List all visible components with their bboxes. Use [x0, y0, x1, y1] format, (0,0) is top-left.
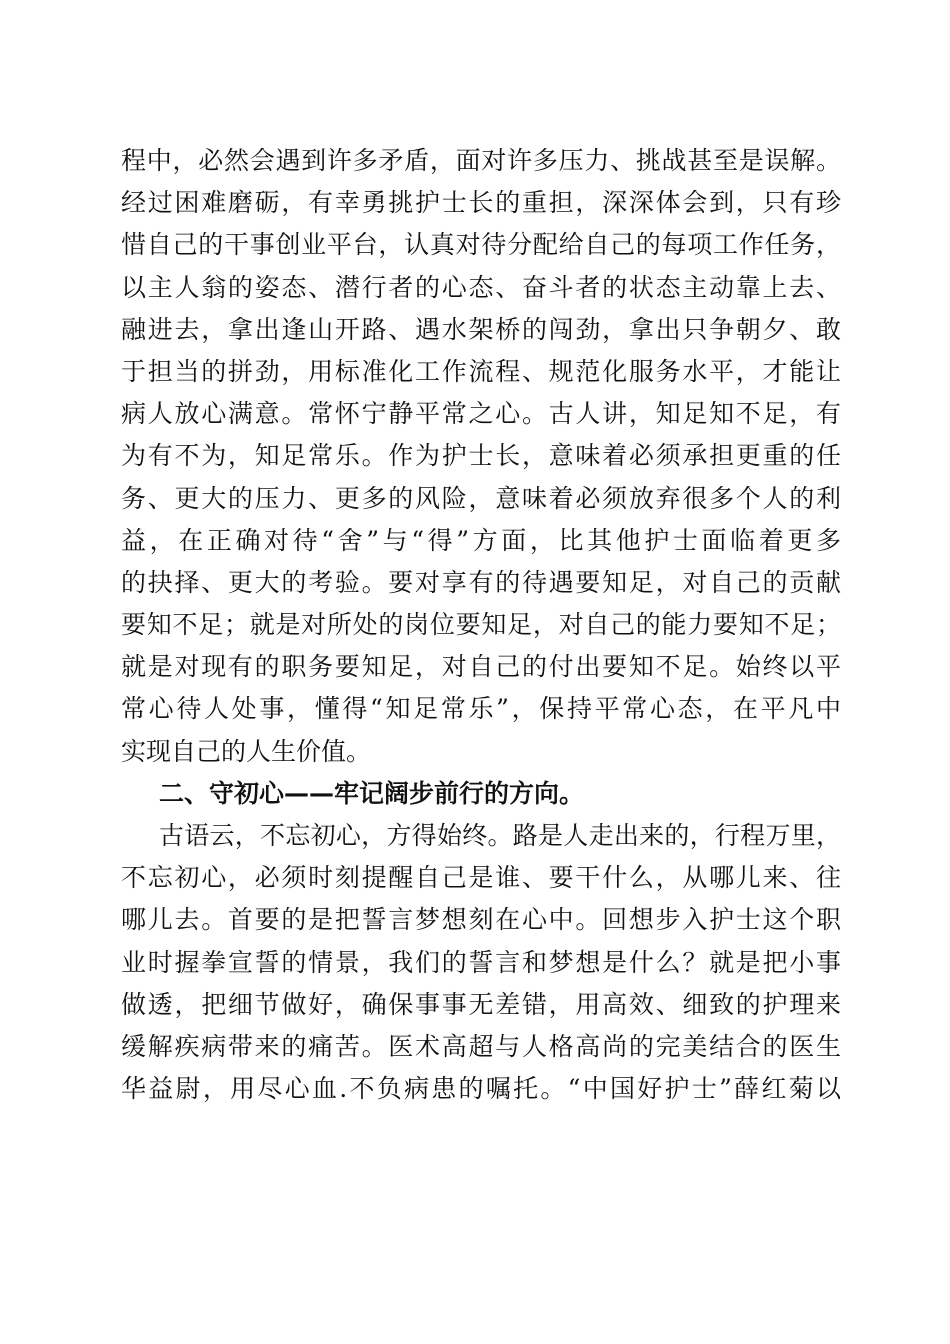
text-line: 融进去，拿出逢山开路、遇水架桥的闯劲，拿出只争朝夕、敢 [121, 314, 841, 344]
paragraph-original-aspiration [121, 815, 841, 1110]
text-line: 益，在正确对待“舍”与“得”方面，比其他护士面临着更多 [121, 525, 841, 555]
text-line: 华益尉，用尽心血.不负病患的嘱托。“中国好护士”薛红菊以 [121, 1074, 841, 1104]
text-line: 常心待人处事，懂得“知足常乐”，保持平常心态，在平凡中 [121, 694, 841, 724]
text-line: 就是对现有的职务要知足，对自己的付出要知不足。始终以平 [121, 652, 841, 682]
text-line: 惜自己的干事创业平台，认真对待分配给自己的每项工作任务， [121, 230, 841, 260]
text-line: 于担当的拼劲，用标准化工作流程、规范化服务水平，才能让 [121, 356, 841, 386]
text-line: 哪儿去。首要的是把誓言梦想刻在心中。回想步入护士这个职 [121, 905, 841, 935]
text-line: 程中，必然会遇到许多矛盾，面对许多压力、挑战甚至是误解。 [121, 146, 841, 175]
text-line: 不忘初心，必须时刻提醒自己是谁、要干什么，从哪儿来、往 [121, 863, 841, 893]
text-line: 业时握拳宣誓的情景，我们的誓言和梦想是什么？就是把小事 [121, 947, 841, 977]
text-line: 务、更大的压力、更多的风险，意味着必须放弃很多个人的利 [121, 483, 841, 513]
document-body [121, 140, 841, 1110]
text-line: 经过困难磨砺，有幸勇挑护士长的重担，深深体会到，只有珍 [121, 188, 841, 218]
text-line: 病人放心满意。常怀宁静平常之心。古人讲，知足知不足，有 [121, 399, 841, 429]
text-line: 要知不足；就是对所处的岗位要知足，对自己的能力要知不足； [121, 610, 841, 640]
text-line: 以主人翁的姿态、潜行者的心态、奋斗者的状态主动靠上去、 [121, 272, 841, 302]
text-line: 做透，把细节做好，确保事事无差错，用高效、细致的护理来 [121, 989, 841, 1019]
text-line: 实现自己的人生价值。 [121, 736, 372, 766]
section-heading: 二、守初心——牢记阔步前行的方向。 [159, 778, 585, 808]
text-line: 的抉择、更大的考验。要对享有的待遇要知足，对自己的贡献 [121, 567, 841, 597]
paragraph-nurse-head-experience [121, 140, 841, 773]
text-line: 缓解疾病带来的痛苦。医术高超与人格高尚的完美结合的医生 [121, 1031, 841, 1061]
text-line: 古语云，不忘初心，方得始终。路是人走出来的，行程万里， [159, 821, 841, 850]
text-line: 为有不为，知足常乐。作为护士长，意味着必须承担更重的任 [121, 441, 841, 471]
